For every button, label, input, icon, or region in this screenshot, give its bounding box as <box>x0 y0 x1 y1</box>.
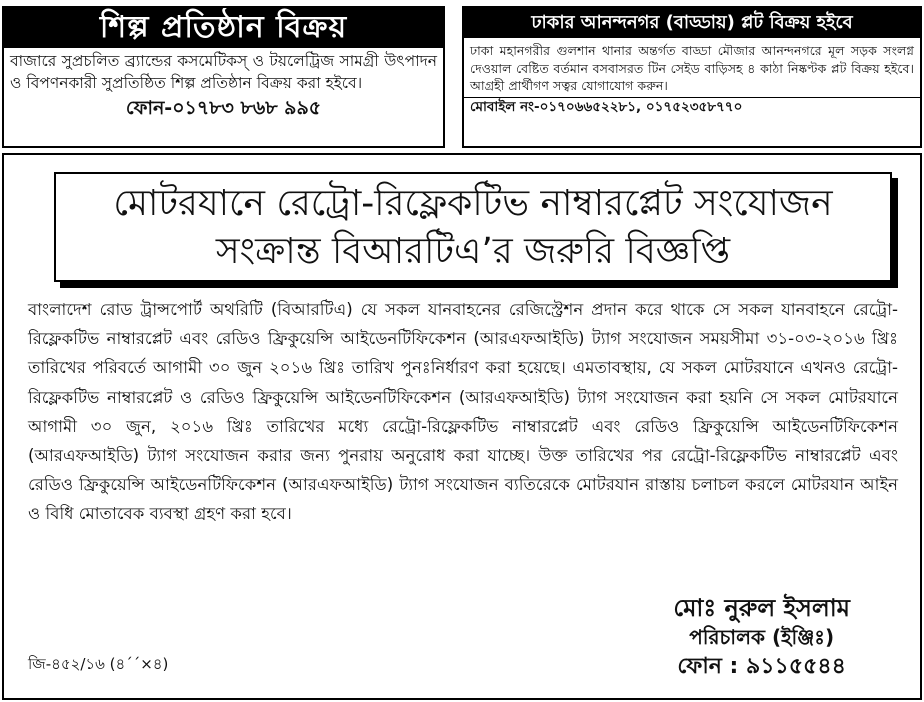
headline-line-2: সংক্রান্ত বিআরটিএ’র জরুরি বিজ্ঞপ্তি <box>215 231 731 272</box>
ad-title: শিল্প প্রতিষ্ঠান বিক্রয় <box>4 8 443 48</box>
headline-line-1: মোটরযানে রেট্রো-রিফ্লেকটিভ নাম্বারপ্লেট সংযোজন <box>113 183 833 224</box>
notice-paragraph: বাংলাদেশ রোড ট্রান্সপোর্ট অথরিটি (বিআরটিএ) যে সকল যানবাহনের রেজিস্ট্রেশন প্রদান করে থাকে সে সকল যানবাহনে রেট্রো-রিফ্লেকটিভ নাম্বারপ্লেট এবং রেডিও ফ্রিকুয়েন্সি আইডেনটিফিকেশন (আরএফআইডি) ট্যাগ সংযোজন সময়সীমা ৩১-০৩-২০১৬ খ্রিঃ তারিখের পরিবর্তে আগামী ৩০ জুন ২০১৬ খ্রিঃ তারিখ পুনঃনির্ধারণ করা হয়েছে। এমতাবস্থায়, যে সকল মোটরযানে এখনও রেট্রো-রিফ্লেকটিভ নাম্বারপ্লেট ও রেডিও ফ্রিকুয়েন্সি আইডেনটিফিকেশন (আরএফআইডি) ট্যাগ সংযোজন করা হয়নি সে সকল মোটরযানে আগামী ৩০ জুন, ২০১৬ খ্রিঃ তারিখের মধ্যে রেট্রো-রিফ্লেকটিভ নাম্বারপ্লেট এবং রেডিও ফ্রিকুয়েন্সি আইডেনটিফিকেশন (আরএফআইডি) ট্যাগ সংযোজন করার জন্য পুনরায় অনুরোধ করা যাচ্ছে। উক্ত তারিখের পর রেট্রো-রিফ্লেকটিভ নাম্বারপ্লেট এবং রেডিও ফ্রিকুয়েন্সি আইডেনটিফিকেশন (আরএফআইডি) ট্যাগ সংযোজন ব্যতিরেকে মোটরযান রাস্তায় চলাচল করলে মোটরযান আইন ও বিধি মোতাবেক ব্যবস্থা গ্রহণ করা হবে। <box>28 300 898 524</box>
brta-notice <box>2 153 922 700</box>
ad-body: বাজারে সুপ্রচলিত ব্র্যান্ডের কসমেটিকস্ ও টয়লেট্রিজ সামগ্রী উৎপাদন ও বিপণনকারী সুপ্রতিষ্ঠিত শিল্প প্রতিষ্ঠান বিক্রয় করা হইবে। <box>10 52 437 92</box>
classified-ad-plot-sale <box>462 6 922 148</box>
signatory-designation: পরিচালক (ইঞ্জিঃ) <box>689 625 835 649</box>
classified-ad-industry-sale <box>2 6 445 148</box>
notice-headline <box>54 172 892 282</box>
signatory-phone: ফোন : ৯১১৫৫৪৪ <box>677 654 846 679</box>
ad-phone: ফোন-০১৭৮৩ ৮৬৮ ৯৯৫ <box>125 97 322 119</box>
ad-mobile: মোবাইল নং-০১৭০৬৬৫২২৮১, ০১৭৫২৩৫৮৭৭০ <box>464 97 920 117</box>
signatory-name: মোঃ নুরুল ইসলাম <box>673 594 850 622</box>
ad-title: ঢাকার আনন্দনগর (বাড্ডায়) প্লট বিক্রয় হইবে <box>464 8 920 38</box>
signature-block <box>673 593 850 683</box>
reference-code: জি-৪৫২/১৬ (৪´´×৪) <box>28 655 169 673</box>
ad-body: ঢাকা মহানগরীর গুলশান থানার অন্তর্গত বাড্ডা মৌজার আনন্দনগরে মূল সড়ক সংলগ্ন দেওয়াল বেষ্টিত বর্তমান বসবাসরত টিন সেইড বাড়িসহ ৪ কাঠা নিষ্কণ্টক প্লট বিক্রয় হইবে। আগ্রহী প্রার্থীগণ সত্বর যোগাযোগ করুন। <box>470 43 914 93</box>
